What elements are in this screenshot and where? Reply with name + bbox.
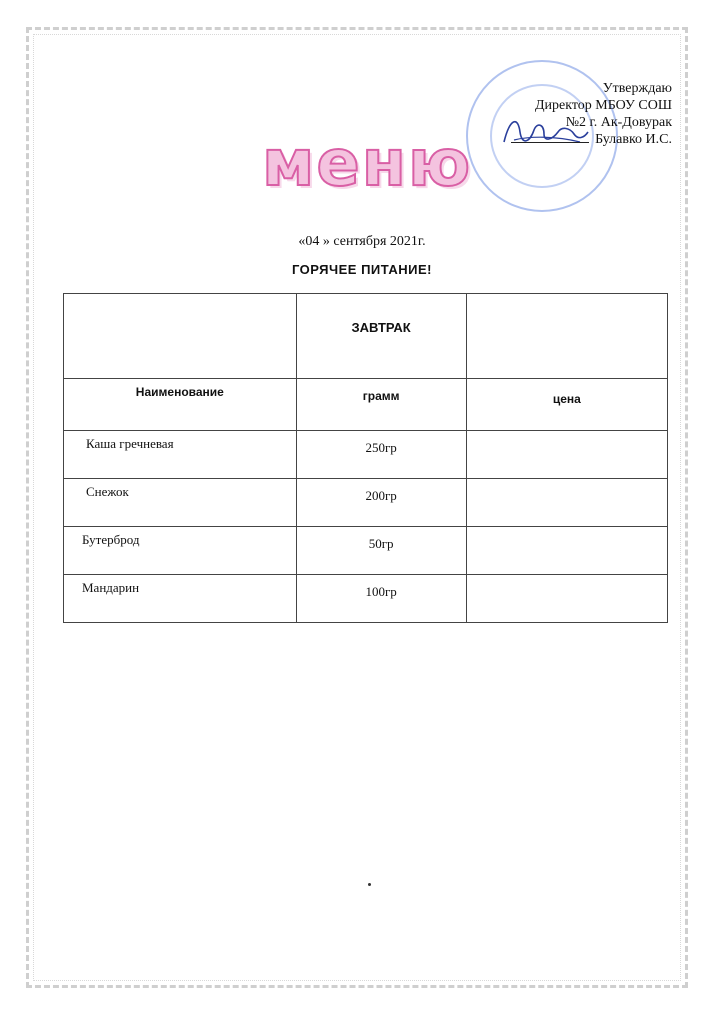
column-header-price: цена [466,379,667,431]
menu-subtitle: ГОРЯЧЕЕ ПИТАНИЕ! [291,262,433,277]
table-row [64,479,668,527]
item-gram: 100гр [296,575,466,623]
item-price [466,431,667,479]
table-row [64,527,668,575]
table-columns-row [64,379,668,431]
item-gram: 250гр [296,431,466,479]
meal-name: ЗАВТРАК [296,294,466,379]
item-price [466,575,667,623]
approval-line-position: Директор МБОУ СОШ [534,98,672,113]
signature-line [511,142,589,143]
column-header-gram: грамм [296,379,466,431]
item-gram: 50гр [296,527,466,575]
item-name: Каша гречневая [64,431,297,479]
item-price [466,527,667,575]
table-header-row [64,294,668,379]
table-header-cell-empty [466,294,667,379]
menu-date: «04 » сентября 2021г. [298,234,426,249]
approval-block [511,80,672,148]
table-header-cell-empty [64,294,297,379]
item-name: Бутерброд [64,527,297,575]
menu-table [63,293,668,623]
table-row [64,431,668,479]
signer-name: Булавко И.С. [595,132,672,147]
column-header-name: Наименование [64,379,297,431]
stray-dot [368,883,371,886]
page-title: меню [262,127,473,201]
approval-line-approve: Утверждаю [602,81,672,96]
item-name: Мандарин [64,575,297,623]
table-row [64,575,668,623]
approval-line-signer [511,131,672,148]
item-price [466,479,667,527]
item-name: Снежок [64,479,297,527]
approval-line-school: №2 г. Ак-Довурак [565,115,672,130]
item-gram: 200гр [296,479,466,527]
